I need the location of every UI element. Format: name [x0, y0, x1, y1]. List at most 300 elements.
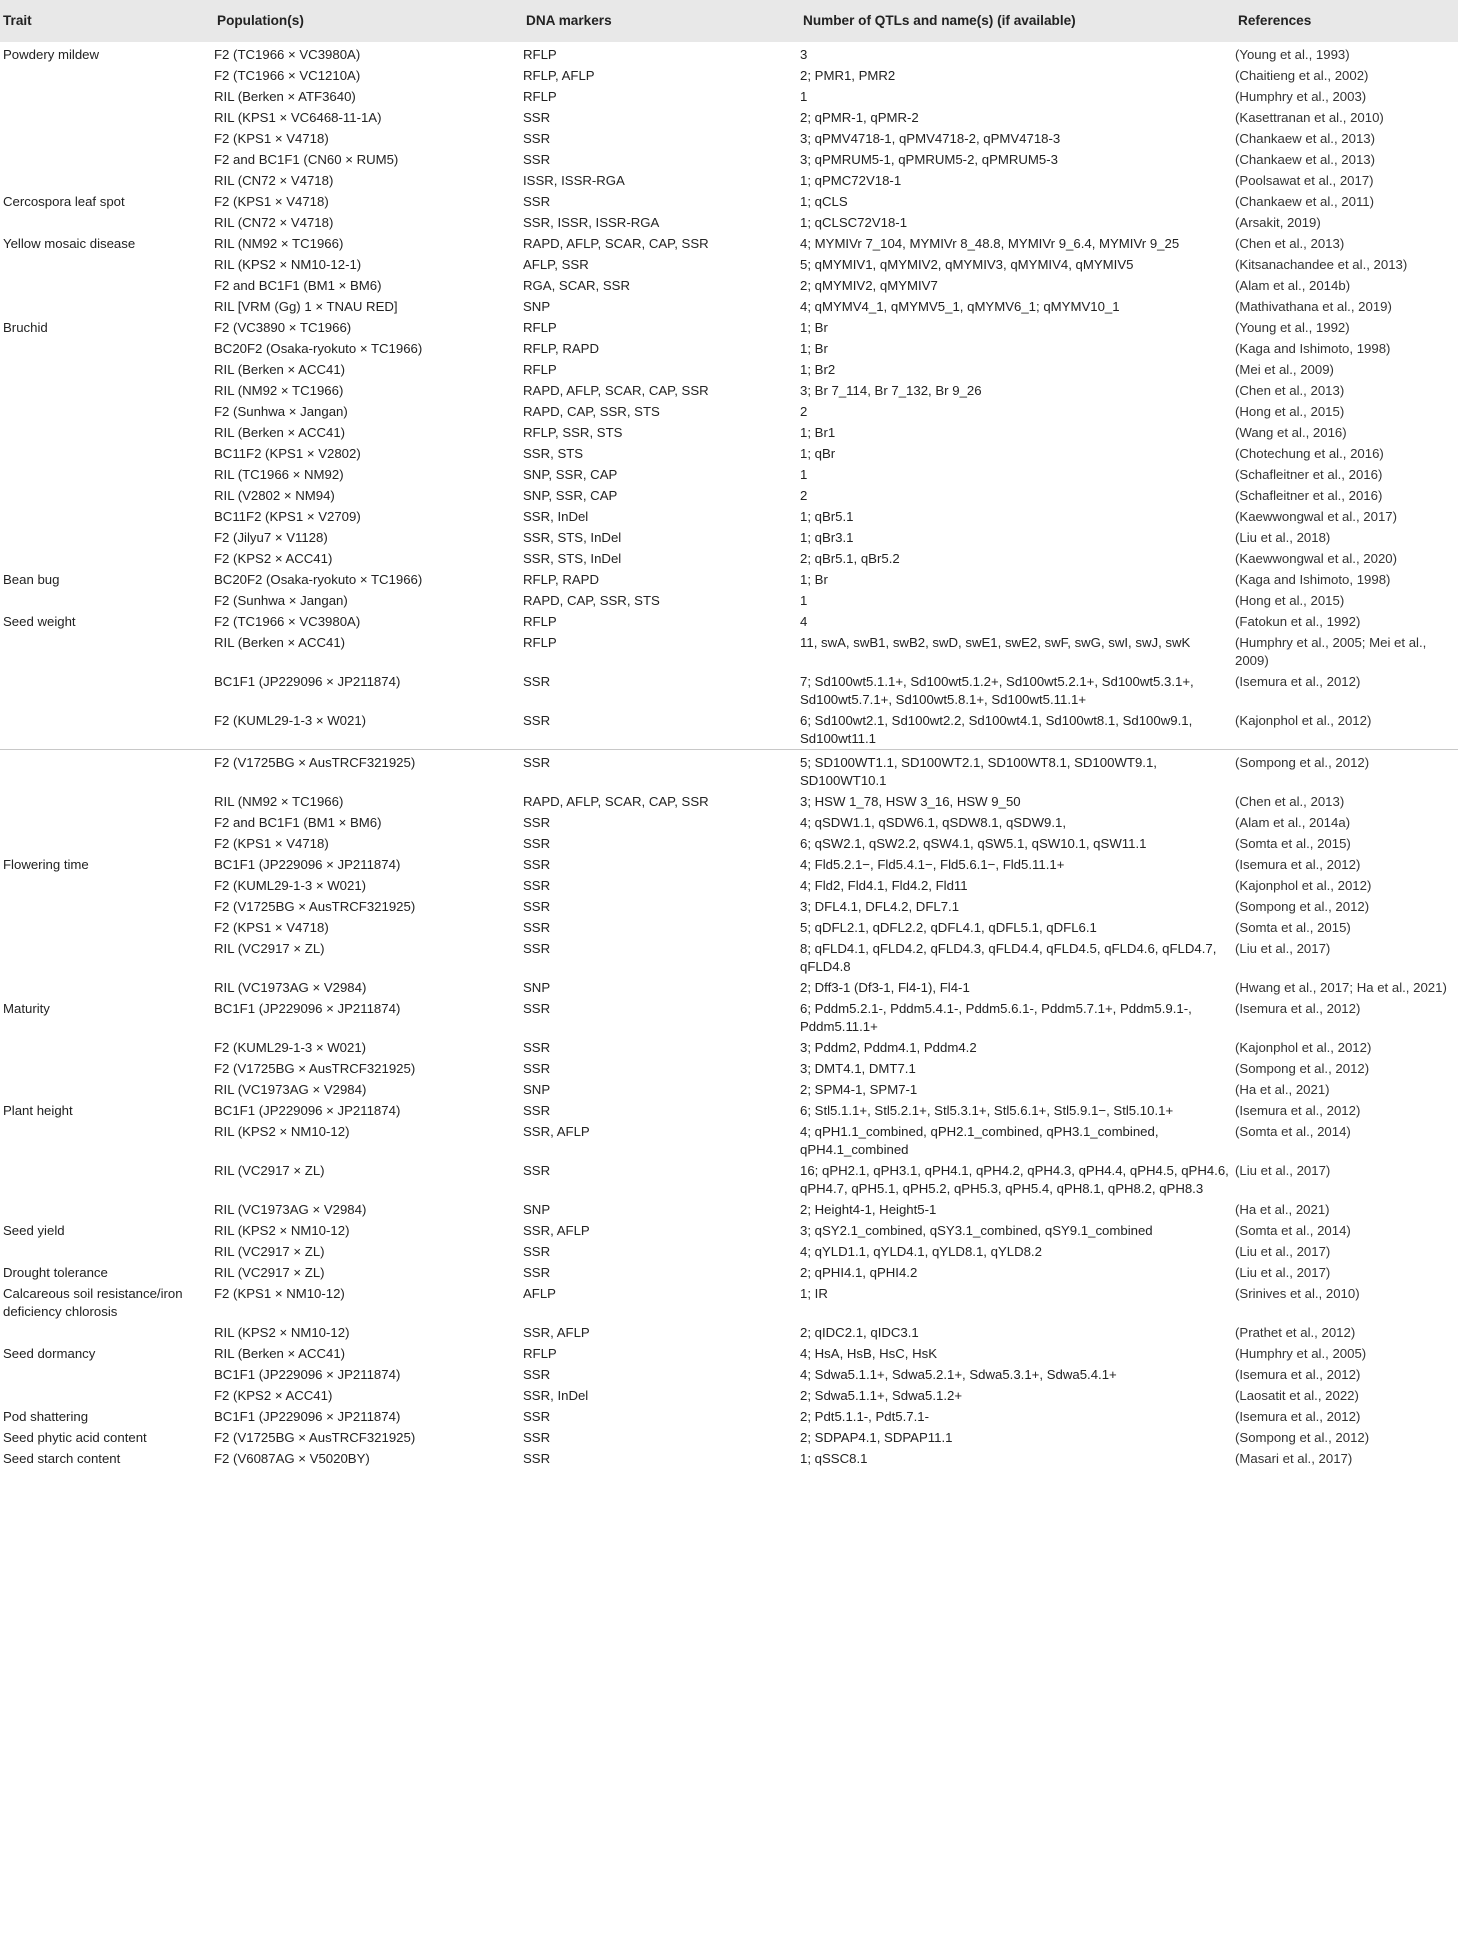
cell-reference: (Somta et al., 2015) [1235, 836, 1351, 851]
table-row [0, 65, 1458, 86]
cell-reference: (Isemura et al., 2012) [1235, 1367, 1361, 1382]
cell-qtls: 1; Br [800, 320, 828, 335]
cell-trait [0, 86, 214, 107]
table-row [0, 896, 1458, 917]
cell-trait: Seed starch content [3, 1451, 121, 1466]
table-row [0, 671, 1458, 710]
cell-reference: (Kajonphol et al., 2012) [1235, 1040, 1372, 1055]
cell-reference: (Wang et al., 2016) [1235, 425, 1347, 440]
cell-markers: RFLP, RAPD [523, 341, 599, 356]
cell-qtls: 2 [800, 488, 808, 503]
table-row [0, 527, 1458, 548]
cell-reference: (Chaitieng et al., 2002) [1235, 68, 1369, 83]
table-row [0, 854, 1458, 875]
cell-reference: (Sompong et al., 2012) [1235, 1430, 1370, 1445]
cell-population: RIL (KPS2 × NM10-12) [214, 1325, 350, 1340]
cell-markers: SNP, SSR, CAP [523, 488, 618, 503]
cell-trait [0, 917, 214, 938]
cell-population: RIL (VC2917 × ZL) [214, 1265, 325, 1280]
cell-reference: (Alam et al., 2014b) [1235, 278, 1351, 293]
cell-markers: SNP, SSR, CAP [523, 467, 618, 482]
cell-markers: RAPD, AFLP, SCAR, CAP, SSR [523, 236, 709, 251]
cell-qtls: 2; Sdwa5.1.1+, Sdwa5.1.2+ [800, 1388, 963, 1403]
cell-markers: SSR [523, 899, 551, 914]
cell-qtls: 1; IR [800, 1286, 828, 1301]
cell-trait: Flowering time [3, 857, 89, 872]
cell-population: RIL (Berken × ACC41) [214, 1346, 346, 1361]
cell-qtls: 6; Pddm5.2.1-, Pddm5.4.1-, Pddm5.6.1-, Pddm5.7.1+, Pddm5.9.1-, Pddm5.11.1+ [800, 1001, 1192, 1034]
cell-qtls: 4; HsA, HsB, HsC, HsK [800, 1346, 938, 1361]
table-row [0, 1079, 1458, 1100]
cell-qtls: 2; qMYMIV2, qMYMIV7 [800, 278, 938, 293]
cell-qtls: 2; qIDC2.1, qIDC3.1 [800, 1325, 919, 1340]
cell-markers: RGA, SCAR, SSR [523, 278, 630, 293]
table-row [0, 875, 1458, 896]
cell-markers: SSR [523, 674, 551, 689]
cell-qtls: 1; qBr [800, 446, 836, 461]
cell-trait [0, 506, 214, 527]
cell-reference: (Chen et al., 2013) [1235, 794, 1345, 809]
table-row [0, 443, 1458, 464]
cell-trait: Calcareous soil resistance/iron deficiency chlorosis [3, 1286, 183, 1319]
cell-reference: (Arsakit, 2019) [1235, 215, 1321, 230]
cell-trait [0, 938, 214, 977]
cell-markers: SSR, InDel [523, 509, 589, 524]
cell-reference: (Somta et al., 2014) [1235, 1223, 1351, 1238]
cell-trait [0, 359, 214, 380]
cell-reference: (Humphry et al., 2005) [1235, 1346, 1367, 1361]
cell-reference: (Schafleitner et al., 2016) [1235, 488, 1383, 503]
cell-population: F2 (KPS1 × NM10-12) [214, 1286, 345, 1301]
cell-trait [0, 380, 214, 401]
cell-qtls: 2; qBr5.1, qBr5.2 [800, 551, 900, 566]
cell-markers: SNP [523, 299, 551, 314]
cell-markers: SSR [523, 1001, 551, 1016]
cell-reference: (Isemura et al., 2012) [1235, 1103, 1361, 1118]
cell-markers: SSR [523, 1265, 551, 1280]
header-references: References [1235, 0, 1458, 42]
table-row [0, 1343, 1458, 1364]
cell-markers: SSR [523, 941, 551, 956]
cell-reference: (Chen et al., 2013) [1235, 383, 1345, 398]
table-row [0, 275, 1458, 296]
cell-qtls: 3; Br 7_114, Br 7_132, Br 9_26 [800, 383, 982, 398]
cell-markers: RAPD, CAP, SSR, STS [523, 593, 660, 608]
cell-reference: (Kaewwongwal et al., 2020) [1235, 551, 1398, 566]
table-row [0, 233, 1458, 254]
cell-trait [0, 170, 214, 191]
cell-markers: SNP [523, 980, 551, 995]
cell-reference: (Prathet et al., 2012) [1235, 1325, 1356, 1340]
cell-qtls: 4; Fld5.2.1−, Fld5.4.1−, Fld5.6.1−, Fld5.11.1+ [800, 857, 1065, 872]
cell-reference: (Chankaew et al., 2013) [1235, 152, 1376, 167]
cell-trait: Yellow mosaic disease [3, 236, 136, 251]
cell-reference: (Young et al., 1992) [1235, 320, 1350, 335]
table-row [0, 128, 1458, 149]
cell-trait [0, 875, 214, 896]
cell-qtls: 1 [800, 593, 808, 608]
cell-reference: (Ha et al., 2021) [1235, 1082, 1330, 1097]
cell-population: F2 (Jilyu7 × V1128) [214, 530, 328, 545]
cell-trait: Seed weight [3, 614, 76, 629]
cell-markers: SNP [523, 1082, 551, 1097]
cell-reference: (Poolsawat et al., 2017) [1235, 173, 1374, 188]
table-row [0, 485, 1458, 506]
cell-trait [0, 422, 214, 443]
table-row [0, 791, 1458, 812]
cell-population: BC11F2 (KPS1 × V2802) [214, 446, 361, 461]
cell-population: F2 (KPS1 × V4718) [214, 131, 329, 146]
cell-markers: SSR, AFLP [523, 1325, 590, 1340]
cell-population: BC11F2 (KPS1 × V2709) [214, 509, 361, 524]
cell-trait [0, 1385, 214, 1406]
cell-population: RIL (VC1973AG × V2984) [214, 980, 367, 995]
cell-population: RIL (Berken × ACC41) [214, 635, 346, 650]
cell-trait: Drought tolerance [3, 1265, 108, 1280]
table-row [0, 254, 1458, 275]
cell-qtls: 1; qBr5.1 [800, 509, 854, 524]
cell-trait [0, 527, 214, 548]
cell-reference: (Sompong et al., 2012) [1235, 899, 1370, 914]
cell-population: RIL (Berken × ACC41) [214, 425, 346, 440]
cell-population: BC1F1 (JP229096 × JP211874) [214, 857, 401, 872]
header-population: Population(s) [214, 0, 523, 42]
cell-trait: Seed dormancy [3, 1346, 96, 1361]
cell-markers: ISSR, ISSR-RGA [523, 173, 625, 188]
table-row [0, 1385, 1458, 1406]
table-row [0, 107, 1458, 128]
cell-trait [0, 1364, 214, 1385]
cell-reference: (Hwang et al., 2017; Ha et al., 2021) [1235, 980, 1447, 995]
table-row [0, 296, 1458, 317]
cell-population: RIL (VC2917 × ZL) [214, 1244, 325, 1259]
cell-population: F2 (TC1966 × VC3980A) [214, 614, 361, 629]
cell-trait [0, 710, 214, 750]
cell-markers: RFLP, RAPD [523, 572, 599, 587]
cell-markers: SSR [523, 1451, 551, 1466]
cell-trait [0, 65, 214, 86]
table-row [0, 1037, 1458, 1058]
table-row [0, 149, 1458, 170]
table-row [0, 710, 1458, 750]
cell-reference: (Masari et al., 2017) [1235, 1451, 1353, 1466]
cell-markers: RAPD, AFLP, SCAR, CAP, SSR [523, 383, 709, 398]
table-row [0, 506, 1458, 527]
cell-qtls: 4; MYMIVr 7_104, MYMIVr 8_48.8, MYMIVr 9_6.4, MYMIVr 9_25 [800, 236, 1180, 251]
cell-trait: Bruchid [3, 320, 48, 335]
cell-markers: SNP [523, 1202, 551, 1217]
cell-population: F2 and BC1F1 (BM1 × BM6) [214, 278, 382, 293]
cell-qtls: 4; qSDW1.1, qSDW6.1, qSDW8.1, qSDW9.1, [800, 815, 1067, 830]
cell-population: F2 (V6087AG × V5020BY) [214, 1451, 370, 1466]
table-row [0, 464, 1458, 485]
cell-population: F2 (KUML29-1-3 × W021) [214, 878, 367, 893]
cell-reference: (Humphry et al., 2005; Mei et al., 2009) [1235, 635, 1427, 668]
cell-trait [0, 1121, 214, 1160]
cell-markers: SSR, STS [523, 446, 584, 461]
cell-population: RIL (Berken × ATF3640) [214, 89, 356, 104]
table-row [0, 611, 1458, 632]
cell-markers: SSR [523, 194, 551, 209]
cell-trait [0, 1322, 214, 1343]
table-row [0, 1427, 1458, 1448]
cell-markers: SSR [523, 857, 551, 872]
cell-markers: AFLP, SSR [523, 257, 589, 272]
cell-markers: RFLP [523, 362, 557, 377]
cell-reference: (Liu et al., 2017) [1235, 1265, 1331, 1280]
cell-reference: (Chankaew et al., 2011) [1235, 194, 1375, 209]
cell-qtls: 1; Br1 [800, 425, 836, 440]
cell-reference: (Sompong et al., 2012) [1235, 750, 1458, 792]
cell-markers: RFLP [523, 47, 557, 62]
cell-markers: SSR [523, 1244, 551, 1259]
cell-markers: SSR [523, 1040, 551, 1055]
table-row [0, 750, 1458, 792]
cell-reference: (Kaewwongwal et al., 2017) [1235, 509, 1398, 524]
cell-markers: SSR [523, 836, 551, 851]
cell-reference: (Laosatit et al., 2022) [1235, 1388, 1359, 1403]
table-row [0, 569, 1458, 590]
cell-reference: (Fatokun et al., 1992) [1235, 614, 1361, 629]
cell-qtls: 5; qMYMIV1, qMYMIV2, qMYMIV3, qMYMIV4, qMYMIV5 [800, 257, 1134, 272]
cell-population: F2 (TC1966 × VC1210A) [214, 68, 361, 83]
cell-reference: (Kajonphol et al., 2012) [1235, 713, 1372, 728]
cell-trait [0, 977, 214, 998]
cell-population: RIL (NM92 × TC1966) [214, 383, 344, 398]
cell-reference: (Sompong et al., 2012) [1235, 1061, 1370, 1076]
cell-qtls: 2; PMR1, PMR2 [800, 68, 896, 83]
table-row [0, 1100, 1458, 1121]
cell-population: RIL (CN72 × V4718) [214, 215, 334, 230]
table-row [0, 380, 1458, 401]
cell-qtls: 3 [800, 47, 808, 62]
cell-markers: SSR, ISSR, ISSR-RGA [523, 215, 660, 230]
cell-trait [0, 812, 214, 833]
cell-qtls: 3; qSY2.1_combined, qSY3.1_combined, qSY9.1_combined [800, 1223, 1153, 1238]
table-row [0, 1121, 1458, 1160]
cell-markers: SSR [523, 1430, 551, 1445]
cell-qtls: 1; Br [800, 572, 828, 587]
cell-reference: (Liu et al., 2017) [1235, 941, 1331, 956]
cell-markers: SSR [523, 152, 551, 167]
cell-population: RIL (VC1973AG × V2984) [214, 1202, 367, 1217]
cell-trait: Pod shattering [3, 1409, 89, 1424]
header-trait: Trait [0, 0, 214, 42]
cell-trait [0, 750, 214, 792]
table-row [0, 1448, 1458, 1469]
cell-trait [0, 1058, 214, 1079]
table-row [0, 1406, 1458, 1427]
cell-reference: (Ha et al., 2021) [1235, 1202, 1330, 1217]
table-row [0, 977, 1458, 998]
cell-trait: Powdery mildew [3, 47, 100, 62]
cell-population: F2 (V1725BG × AusTRCF321925) [214, 750, 523, 792]
table-row [0, 548, 1458, 569]
cell-trait: Plant height [3, 1103, 73, 1118]
table-row [0, 590, 1458, 611]
table-row [0, 1199, 1458, 1220]
cell-population: RIL (NM92 × TC1966) [214, 794, 344, 809]
cell-trait [0, 128, 214, 149]
cell-markers: SSR [523, 131, 551, 146]
cell-trait [0, 254, 214, 275]
cell-markers: SSR [523, 920, 551, 935]
cell-reference: (Schafleitner et al., 2016) [1235, 467, 1383, 482]
cell-markers: AFLP [523, 1286, 556, 1301]
cell-reference: (Alam et al., 2014a) [1235, 815, 1351, 830]
cell-population: F2 (VC3890 × TC1966) [214, 320, 352, 335]
cell-qtls: 5; SD100WT1.1, SD100WT2.1, SD100WT8.1, SD100WT9.1, SD100WT10.1 [800, 750, 1235, 792]
cell-population: RIL (KPS1 × VC6468-11-1A) [214, 110, 382, 125]
cell-population: RIL (NM92 × TC1966) [214, 236, 344, 251]
table-row [0, 1283, 1458, 1322]
cell-reference: (Liu et al., 2017) [1235, 1163, 1331, 1178]
cell-reference: (Kitsanachandee et al., 2013) [1235, 257, 1408, 272]
cell-trait [0, 548, 214, 569]
table-row [0, 170, 1458, 191]
cell-markers: RAPD, CAP, SSR, STS [523, 404, 660, 419]
cell-markers: RAPD, AFLP, SCAR, CAP, SSR [523, 794, 709, 809]
cell-qtls: 11, swA, swB1, swB2, swD, swE1, swE2, swF, swG, swI, swJ, swK [800, 635, 1191, 650]
table-row [0, 1160, 1458, 1199]
table-row [0, 938, 1458, 977]
table-row [0, 1262, 1458, 1283]
table-row [0, 212, 1458, 233]
header-qtls: Number of QTLs and name(s) (if available) [800, 0, 1235, 42]
cell-markers: RFLP [523, 89, 557, 104]
cell-population: F2 (KPS1 × V4718) [214, 194, 329, 209]
table-body [0, 42, 1458, 1469]
table-row [0, 422, 1458, 443]
cell-reference: (Kasettranan et al., 2010) [1235, 110, 1384, 125]
cell-reference: (Isemura et al., 2012) [1235, 857, 1361, 872]
cell-population: RIL (VC2917 × ZL) [214, 941, 325, 956]
cell-trait [0, 296, 214, 317]
table-row [0, 1241, 1458, 1262]
cell-population: RIL (VC2917 × ZL) [214, 1163, 325, 1178]
cell-qtls: 4; qYLD1.1, qYLD4.1, qYLD8.1, qYLD8.2 [800, 1244, 1042, 1259]
cell-qtls: 7; Sd100wt5.1.1+, Sd100wt5.1.2+, Sd100wt5.2.1+, Sd100wt5.3.1+, Sd100wt5.7.1+, Sd100wt5.8.1+, Sd100wt5.11.1+ [800, 674, 1194, 707]
cell-trait [0, 485, 214, 506]
header-markers: DNA markers [523, 0, 800, 42]
cell-trait [0, 1079, 214, 1100]
cell-qtls: 4; qPH1.1_combined, qPH2.1_combined, qPH3.1_combined, qPH4.1_combined [800, 1124, 1159, 1157]
cell-trait [0, 212, 214, 233]
cell-population: F2 (KPS2 × ACC41) [214, 1388, 333, 1403]
cell-qtls: 2; Height4-1, Height5-1 [800, 1202, 937, 1217]
cell-qtls: 6; qSW2.1, qSW2.2, qSW4.1, qSW5.1, qSW10.1, qSW11.1 [800, 836, 1147, 851]
table-row [0, 1220, 1458, 1241]
table-row [0, 86, 1458, 107]
cell-population: F2 (TC1966 × VC3980A) [214, 47, 361, 62]
cell-reference: (Somta et al., 2014) [1235, 1124, 1351, 1139]
cell-population: BC1F1 (JP229096 × JP211874) [214, 1367, 401, 1382]
cell-qtls: 2; SPM4-1, SPM7-1 [800, 1082, 918, 1097]
cell-qtls: 3; HSW 1_78, HSW 3_16, HSW 9_50 [800, 794, 1021, 809]
cell-reference: (Hong et al., 2015) [1235, 593, 1345, 608]
table-row [0, 359, 1458, 380]
cell-trait [0, 1037, 214, 1058]
cell-markers: SSR [523, 1409, 551, 1424]
cell-trait: Maturity [3, 1001, 50, 1016]
cell-markers: SSR [523, 1103, 551, 1118]
table-row [0, 191, 1458, 212]
cell-markers: SSR [523, 1061, 551, 1076]
table-row [0, 1058, 1458, 1079]
cell-markers: SSR, AFLP [523, 1124, 590, 1139]
cell-reference: (Kajonphol et al., 2012) [1235, 878, 1372, 893]
cell-markers: SSR, InDel [523, 1388, 589, 1403]
table-row [0, 998, 1458, 1037]
cell-population: BC1F1 (JP229096 × JP211874) [214, 1409, 401, 1424]
cell-qtls: 4; qMYMV4_1, qMYMV5_1, qMYMV6_1; qMYMV10_1 [800, 299, 1120, 314]
cell-population: BC20F2 (Osaka-ryokuto × TC1966) [214, 572, 423, 587]
cell-population: F2 (KUML29-1-3 × W021) [214, 1040, 367, 1055]
cell-qtls: 6; Sd100wt2.1, Sd100wt2.2, Sd100wt4.1, Sd100wt8.1, Sd100w9.1, Sd100wt11.1 [800, 713, 1193, 746]
cell-markers: SSR [523, 110, 551, 125]
cell-population: RIL (V2802 × NM94) [214, 488, 335, 503]
cell-population: F2 and BC1F1 (CN60 × RUM5) [214, 152, 399, 167]
cell-qtls: 3; qPMV4718-1, qPMV4718-2, qPMV4718-3 [800, 131, 1061, 146]
cell-trait [0, 671, 214, 710]
cell-reference: (Young et al., 1993) [1235, 47, 1350, 62]
cell-markers: SSR, AFLP [523, 1223, 590, 1238]
cell-population: BC1F1 (JP229096 × JP211874) [214, 1103, 401, 1118]
cell-markers: RFLP [523, 320, 557, 335]
cell-population: RIL (CN72 × V4718) [214, 173, 334, 188]
cell-trait [0, 632, 214, 671]
cell-trait [0, 443, 214, 464]
cell-markers: SSR [523, 815, 551, 830]
cell-population: F2 (KUML29-1-3 × W021) [214, 713, 367, 728]
cell-trait [0, 107, 214, 128]
cell-population: RIL (Berken × ACC41) [214, 362, 346, 377]
cell-population: RIL [VRM (Gg) 1 × TNAU RED] [214, 299, 398, 314]
cell-markers: SSR [523, 1367, 551, 1382]
cell-reference: (Hong et al., 2015) [1235, 404, 1345, 419]
cell-population: F2 (V1725BG × AusTRCF321925) [214, 899, 416, 914]
cell-reference: (Chen et al., 2013) [1235, 236, 1345, 251]
cell-qtls: 1; qSSC8.1 [800, 1451, 868, 1466]
cell-qtls: 3; DFL4.1, DFL4.2, DFL7.1 [800, 899, 960, 914]
cell-reference: (Mathivathana et al., 2019) [1235, 299, 1392, 314]
cell-population: RIL (KPS2 × NM10-12) [214, 1124, 350, 1139]
cell-trait [0, 896, 214, 917]
cell-trait: Seed phytic acid content [3, 1430, 147, 1445]
cell-qtls: 2; SDPAP4.1, SDPAP11.1 [800, 1430, 953, 1445]
cell-qtls: 8; qFLD4.1, qFLD4.2, qFLD4.3, qFLD4.4, qFLD4.5, qFLD4.6, qFLD4.7, qFLD4.8 [800, 941, 1217, 974]
cell-qtls: 3; qPMRUM5-1, qPMRUM5-2, qPMRUM5-3 [800, 152, 1058, 167]
cell-markers: RFLP [523, 614, 557, 629]
cell-qtls: 1; qCLSC72V18-1 [800, 215, 908, 230]
cell-population: RIL (KPS2 × NM10-12-1) [214, 257, 362, 272]
table-row [0, 338, 1458, 359]
cell-markers: SSR [523, 1163, 551, 1178]
cell-population: F2 (V1725BG × AusTRCF321925) [214, 1061, 416, 1076]
table-row [0, 632, 1458, 671]
cell-reference: (Chotechung et al., 2016) [1235, 446, 1384, 461]
cell-qtls: 2; Dff3-1 (Df3-1, Fl4-1), Fl4-1 [800, 980, 970, 995]
table-row [0, 812, 1458, 833]
cell-trait [0, 275, 214, 296]
cell-reference: (Liu et al., 2017) [1235, 1244, 1331, 1259]
cell-markers: RFLP [523, 635, 557, 650]
cell-population: F2 (Sunhwa × Jangan) [214, 593, 348, 608]
cell-qtls: 1; qPMC72V18-1 [800, 173, 902, 188]
cell-reference: (Isemura et al., 2012) [1235, 1409, 1361, 1424]
cell-qtls: 16; qPH2.1, qPH3.1, qPH4.1, qPH4.2, qPH4.3, qPH4.4, qPH4.5, qPH4.6, qPH4.7, qPH5.1, qPH5.2, qPH5.3, qPH5.4, qPH8.1, qPH8.2, qPH8.3 [800, 1163, 1229, 1196]
cell-trait [0, 1199, 214, 1220]
